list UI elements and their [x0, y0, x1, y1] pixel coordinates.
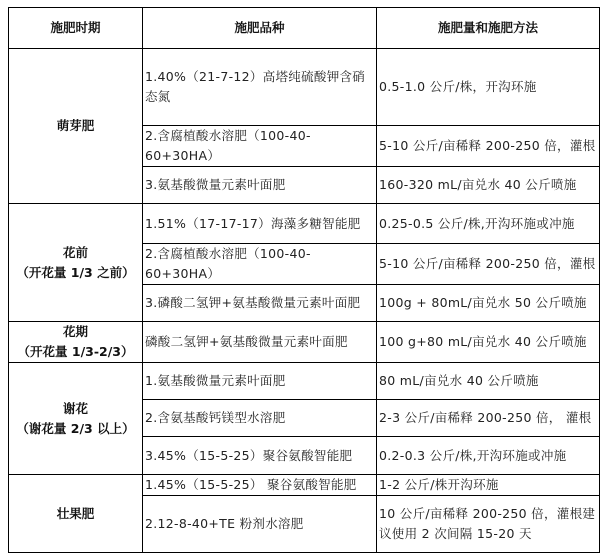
period-name: 花前	[62, 244, 88, 260]
method-cell: 80 mL/亩兑水 40 公斤喷施	[377, 363, 600, 400]
period-note: （开花量 1/3 之前）	[16, 264, 135, 280]
period-name: 谢花	[62, 400, 88, 416]
header-variety: 施肥品种	[143, 8, 377, 49]
period-cell	[9, 49, 143, 204]
period-note: （谢花量 2/3 以上）	[16, 420, 135, 436]
header-row	[9, 8, 600, 49]
table-row	[9, 322, 600, 363]
variety-cell: 3.45%（15-5-25）聚谷氨酸智能肥	[143, 437, 377, 475]
variety-cell: 2.12-8-40+TE 粉剂水溶肥	[143, 496, 377, 553]
variety-cell: 1.氨基酸微量元素叶面肥	[143, 363, 377, 400]
method-cell: 0.25-0.5 公斤/株,开沟环施或冲施	[377, 204, 600, 244]
variety-cell: 3.氨基酸微量元素叶面肥	[143, 167, 377, 204]
period-note: （开花量 1/3-2/3）	[17, 344, 134, 359]
variety-cell: 3.磷酸二氢钾+氨基酸微量元素叶面肥	[143, 285, 377, 322]
method-cell: 0.2-0.3 公斤/株,开沟环施或冲施	[377, 437, 600, 475]
header-period: 施肥时期	[9, 8, 143, 49]
variety-cell: 2.含氨基酸钙镁型水溶肥	[143, 400, 377, 437]
method-cell: 2-3 公斤/亩稀释 200-250 倍， 灌根	[377, 400, 600, 437]
table-row	[9, 475, 600, 496]
variety-cell: 2.含腐植酸水溶肥（100-40-60+30HA）	[143, 244, 377, 285]
period-cell	[9, 322, 143, 363]
period-cell	[9, 204, 143, 322]
method-cell: 1-2 公斤/株开沟环施	[377, 475, 600, 496]
fertilization-table	[8, 7, 600, 553]
table-row	[9, 204, 600, 244]
method-cell: 100 g+80 mL/亩兑水 40 公斤喷施	[377, 322, 600, 363]
period-name: 萌芽肥	[56, 118, 95, 133]
period-name: 壮果肥	[56, 505, 95, 521]
variety-cell: 1.40%（21-7-12）高塔纯硫酸钾含硝态氮	[143, 49, 377, 126]
method-cell: 160-320 mL/亩兑水 40 公斤喷施	[377, 167, 600, 204]
table-row	[9, 363, 600, 400]
method-cell: 10 公斤/亩稀释 200-250 倍，灌根建议使用 2 次间隔 15-20 天	[377, 496, 600, 553]
method-cell: 100g + 80mL/亩兑水 50 公斤喷施	[377, 285, 600, 322]
method-cell: 5-10 公斤/亩稀释 200-250 倍，灌根	[377, 244, 600, 285]
variety-cell: 磷酸二氢钾+氨基酸微量元素叶面肥	[143, 322, 377, 363]
period-name: 花期	[62, 324, 88, 339]
table-row	[9, 49, 600, 126]
period-cell	[9, 363, 143, 475]
variety-cell: 2.含腐植酸水溶肥（100-40-60+30HA）	[143, 126, 377, 167]
variety-cell: 1.51%（17-17-17）海藻多糖智能肥	[143, 204, 377, 244]
header-method: 施肥量和施肥方法	[377, 8, 600, 49]
period-cell	[9, 475, 143, 553]
variety-cell: 1.45%（15-5-25） 聚谷氨酸智能肥	[143, 475, 377, 496]
method-cell: 0.5-1.0 公斤/株，开沟环施	[377, 49, 600, 126]
method-cell: 5-10 公斤/亩稀释 200-250 倍，灌根	[377, 126, 600, 167]
